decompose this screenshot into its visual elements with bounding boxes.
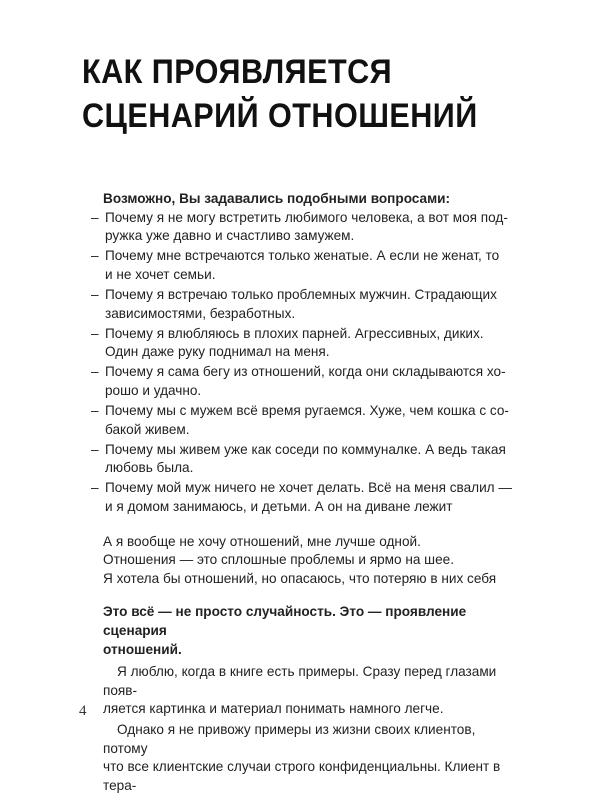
dash-bullet: – — [91, 403, 99, 419]
question-line: Почему я не могу встретить любимого человека, а вот моя под- — [105, 209, 508, 225]
question-line: и я домом занимаюсь, и детьми. А он на диване лежит — [105, 499, 453, 514]
body-paragraph — [103, 663, 516, 719]
chapter-title-line: СЦЕНАРИЙ ОТНОШЕНИЙ — [82, 97, 478, 135]
question-item — [91, 286, 516, 323]
highlight-text — [103, 603, 516, 659]
question-line: Почему я встречаю только проблемных мужчин. Страдающих — [105, 286, 497, 302]
questions-list — [91, 209, 516, 517]
question-line: Почему я влюбляюсь в плохих парней. Агрессивных, диких. — [105, 325, 484, 341]
question-line: ружка уже давно и счастливо замужем. — [105, 228, 355, 244]
question-line: зависимостями, безработных. — [105, 305, 296, 321]
page-number: 4 — [79, 703, 87, 719]
statement-line: Я хотела бы отношений, но опасаюсь, что потеряю в них себя — [103, 570, 497, 586]
question-line: и не хочет семьи. — [105, 266, 216, 282]
dash-bullet: – — [91, 480, 99, 496]
chapter-title-line: КАК ПРОЯВЛЯЕТСЯ — [82, 53, 393, 91]
question-item — [91, 363, 516, 400]
question-item — [91, 209, 516, 246]
question-line: рошо и удачно. — [105, 382, 202, 398]
question-item — [91, 441, 516, 478]
question-line: Почему мы живем уже как соседи по коммуналке. А ведь такая — [105, 441, 506, 457]
dash-bullet: – — [91, 248, 99, 264]
dash-bullet: – — [91, 325, 99, 341]
highlight-line: отношений. — [103, 641, 182, 657]
body-paragraph — [103, 721, 516, 795]
statement-line: А я вообще не хочу отношений, мне лучше одной. — [103, 533, 421, 549]
statement-line: Отношения — это сплошные проблемы и ярмо на шее. — [103, 552, 454, 568]
question-line: Почему я сама бегу из отношений, когда они складываются хо- — [105, 364, 506, 380]
question-item — [91, 247, 516, 284]
paragraph-line: Я люблю, когда в книге есть примеры. Сразу перед глазами появ- — [103, 664, 497, 698]
dash-bullet: – — [91, 209, 99, 225]
question-item — [91, 479, 516, 516]
paragraph-line: ляется картинка и материал понимать намного легче. — [103, 701, 444, 717]
paragraph-line: что все клиентские случаи строго конфиденциальны. Клиент в тера- — [103, 759, 501, 793]
question-line: бакой живем. — [105, 421, 190, 437]
chapter-title — [82, 50, 496, 138]
question-item — [91, 402, 516, 439]
highlight-line: Это всё — не просто случайность. Это — проявление сценария — [103, 604, 467, 638]
dash-bullet: – — [91, 364, 99, 380]
question-line: Почему мне встречаются только женатые. А если не женат, то — [105, 248, 500, 264]
question-line: Один даже руку поднимал на меня. — [105, 344, 330, 360]
paragraphs-block — [103, 663, 516, 795]
question-line: любовь была. — [105, 460, 194, 476]
statements-block — [103, 533, 516, 589]
chapter-body — [91, 190, 516, 797]
intro-text: Возможно, Вы задавались подобными вопросами: — [103, 191, 451, 206]
question-item — [91, 325, 516, 362]
dash-bullet: – — [91, 286, 99, 302]
question-line: Почему мой муж ничего не хочет делать. Всё на меня свалил — — [105, 480, 512, 496]
question-line: Почему мы с мужем всё время ругаемся. Хуже, чем кошка с со- — [105, 403, 509, 419]
dash-bullet: – — [91, 441, 99, 457]
paragraph-line: Однако я не привожу примеры из жизни своих клиентов, потому — [103, 721, 476, 756]
